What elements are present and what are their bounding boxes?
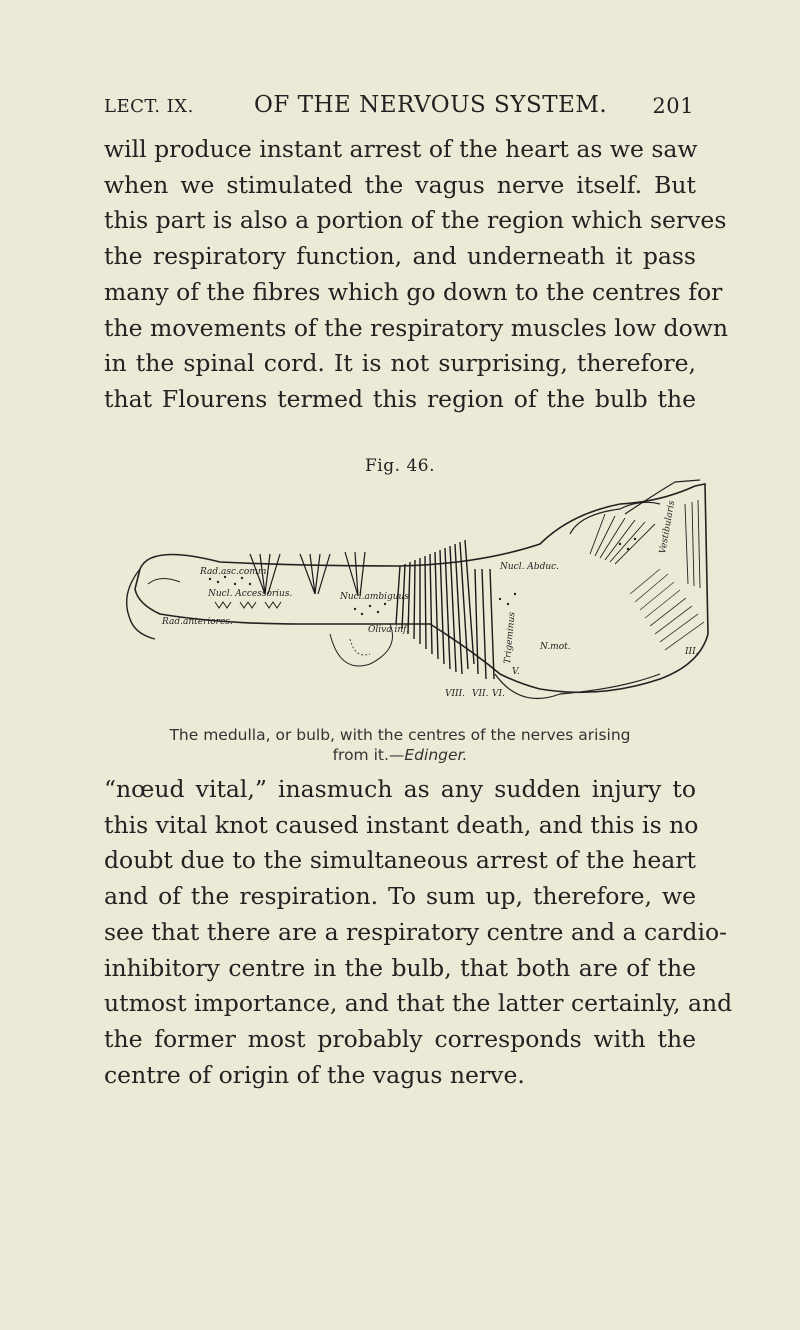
text-line: doubt due to the simultaneous arrest of the heart xyxy=(104,846,696,875)
text-line: the former most probably corresponds with the xyxy=(104,1024,696,1053)
label-trigem: Trigeminus xyxy=(503,611,518,665)
running-header xyxy=(104,92,694,122)
label-roman-6: VI. xyxy=(492,689,505,699)
label-nucl-abduc: Nucl. Abduc. xyxy=(500,562,560,572)
text-line: many of the fibres which go down to the centres for xyxy=(104,277,723,306)
text-line: the movements of the respiratory muscles low down xyxy=(104,313,729,342)
text-line: inhibitory centre in the bulb, that both are of the xyxy=(104,953,696,982)
text-line: when we stimulated the vagus nerve itself. But xyxy=(104,170,696,199)
caption-author: Edinger. xyxy=(404,746,468,764)
medulla-illustration xyxy=(100,474,710,714)
caption-from: from it.— xyxy=(332,746,405,764)
label-rad-asc: Rad.asc.comm. xyxy=(200,567,270,577)
label-oliva: Oliva inf. xyxy=(368,625,409,635)
text-line: in the spinal cord. It is not surprising, therefore, xyxy=(104,349,696,378)
header-lecture: LECT. IX. xyxy=(104,96,194,117)
text-line: the respiratory function, and underneath it pass xyxy=(104,242,696,271)
label-rad-ant: Rad.anteriores. xyxy=(162,617,233,627)
caption-line-2 xyxy=(0,745,800,765)
label-roman-3: III. xyxy=(685,647,699,657)
text-line: that Flourens termed this region of the bulb the xyxy=(104,384,696,413)
text-line: “nœud vital,” inasmuch as any sudden injury to xyxy=(104,775,696,803)
label-roman-7: VII. xyxy=(472,689,489,699)
page-number: 201 xyxy=(652,94,694,118)
text-line: this part is also a portion of the region which serves xyxy=(104,206,727,235)
label-roman-5: V. xyxy=(512,667,520,677)
text-line: will produce instant arrest of the heart as we saw xyxy=(104,135,698,163)
caption-line-1: The medulla, or bulb, with the centres of the nerves arising xyxy=(169,726,631,744)
paragraph-2 xyxy=(104,772,733,1093)
text-line: centre of origin of the vagus nerve. xyxy=(104,1060,525,1089)
text-line: this vital knot caused instant death, and this is no xyxy=(104,810,699,839)
label-roman-8: VIII. xyxy=(445,689,466,699)
label-vestib: Vestibularis xyxy=(658,499,678,555)
text-line: and of the respiration. To sum up, therefore, we xyxy=(104,882,696,911)
text-line: see that there are a respiratory centre and a cardio- xyxy=(104,917,728,946)
label-nucl-acc: Nucl. Accessorius. xyxy=(208,589,293,599)
header-title: OF THE NERVOUS SYSTEM. xyxy=(254,92,608,118)
text-line: utmost importance, and that the latter certainly, and xyxy=(104,989,733,1018)
label-motor-facial: N.mot. xyxy=(540,642,571,652)
paragraph-1 xyxy=(104,132,729,418)
figure-caption xyxy=(0,725,800,765)
figure-label: Fig. 46. xyxy=(365,456,435,476)
label-nucl-amb: Nucl.ambiguus xyxy=(340,592,409,602)
